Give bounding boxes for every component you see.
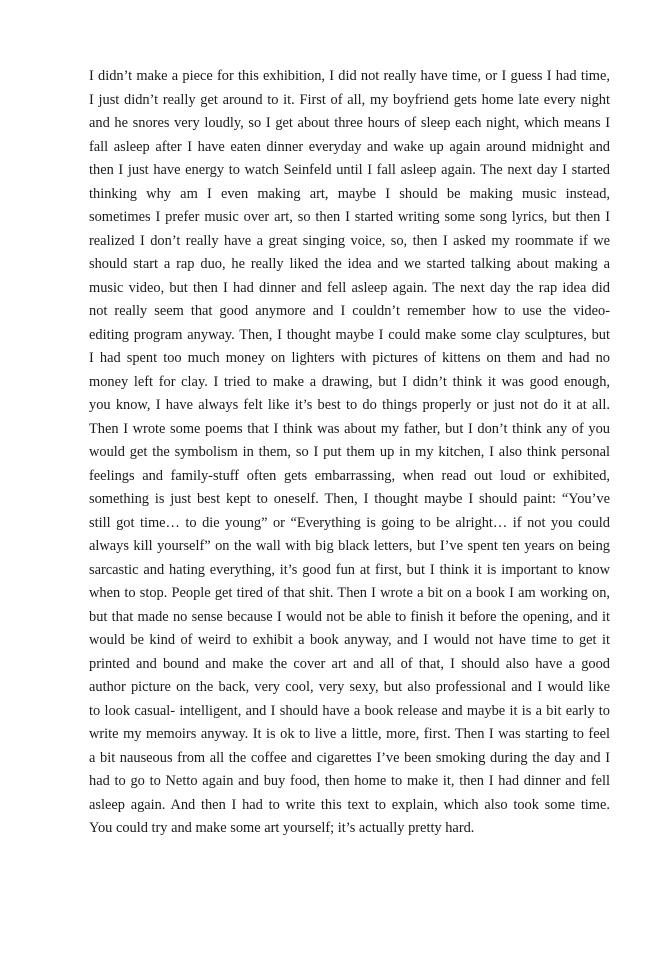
- text-line: not really seem that good anymore and I couldn’t remember how to use the video-: [89, 303, 610, 319]
- text-line: you know, I have always felt like it’s best to do things properly or just not do it at all.: [89, 397, 610, 413]
- body-text: [89, 65, 610, 841]
- text-line: feelings and family-stuff often gets embarrassing, when read out loud or exhibited,: [89, 467, 610, 484]
- text-line: would get the symbolism in them, so I put them up in my kitchen, I also think personal: [89, 444, 610, 460]
- text-line: then I just have energy to watch Seinfeld until I fall asleep again. The next day I started: [89, 162, 610, 178]
- text-line: author picture on the back, very cool, very sexy, but also professional and I would like: [89, 679, 610, 695]
- text-line: write my memoirs anyway. It is ok to live a little, more, first. Then I was starting to feel: [89, 726, 610, 742]
- text-line: but that made no sense because I would not be able to finish it before the opening, and it: [89, 608, 610, 625]
- text-line: music video, but then I had dinner and fell asleep again. The next day the rap idea did: [89, 279, 610, 296]
- text-line: to look casual- intelligent, and I should have a book release and maybe it is a bit early to: [89, 702, 610, 719]
- text-line: I had spent too much money on lighters with pictures of kittens on them and had no: [89, 350, 610, 366]
- text-line: sarcastic and hating everything, it’s good fun at first, but I think it is important to know: [89, 561, 610, 578]
- text-line: had to go to Netto again and buy food, then home to make it, then I had dinner and fell: [89, 773, 610, 789]
- text-line: I just didn’t really get around to it. First of all, my boyfriend gets home late every night: [89, 91, 610, 108]
- text-line: something is just best kept to oneself. Then, I thought maybe I should paint: “You’ve: [89, 491, 610, 507]
- text-line: when to stop. People get tired of that shit. Then I wrote a bit on a book I am working on,: [89, 585, 610, 601]
- text-line: a bit nauseous from all the coffee and cigarettes I’ve been smoking during the day and I: [89, 749, 610, 766]
- text-line: and he snores very loudly, so I get about three hours of sleep each night, which means I: [89, 115, 610, 131]
- text-line: should start a rap duo, he really liked the idea and we started talking about making a: [89, 256, 610, 272]
- text-line: asleep again. And then I had to write this text to explain, which also took some time.: [89, 796, 610, 813]
- text-line: always kill yourself” on the wall with big black letters, but I’ve spent ten years on being: [89, 538, 610, 554]
- text-line: Then I wrote some poems that I think was about my father, but I don’t think any of you: [89, 420, 610, 437]
- text-line: printed and bound and make the cover art and all of that, I should also have a good: [89, 655, 610, 672]
- text-line-last: You could try and make some art yourself; it’s actually pretty hard.: [89, 820, 475, 836]
- text-line: would be kind of weird to exhibit a book anyway, and I would not have time to get it: [89, 632, 610, 648]
- text-line: still got time… to die young” or “Everything is going to be alright… if not you could: [89, 514, 610, 531]
- text-line: fall asleep after I have eaten dinner everyday and wake up again around midnight and: [89, 138, 610, 155]
- text-line: thinking why am I even making art, maybe I should be making music instead,: [89, 185, 610, 202]
- text-line: editing program anyway. Then, I thought maybe I could make some clay sculptures, but: [89, 326, 610, 343]
- text-line: I didn’t make a piece for this exhibition, I did not really have time, or I guess I had time,: [89, 68, 610, 84]
- text-line: realized I don’t really have a great singing voice, so, then I asked my roommate if we: [89, 232, 610, 249]
- text-line: money left for clay. I tried to make a drawing, but I didn’t think it was good enough,: [89, 373, 610, 390]
- text-line: sometimes I prefer music over art, so then I started writing some song lyrics, but then I: [89, 209, 610, 225]
